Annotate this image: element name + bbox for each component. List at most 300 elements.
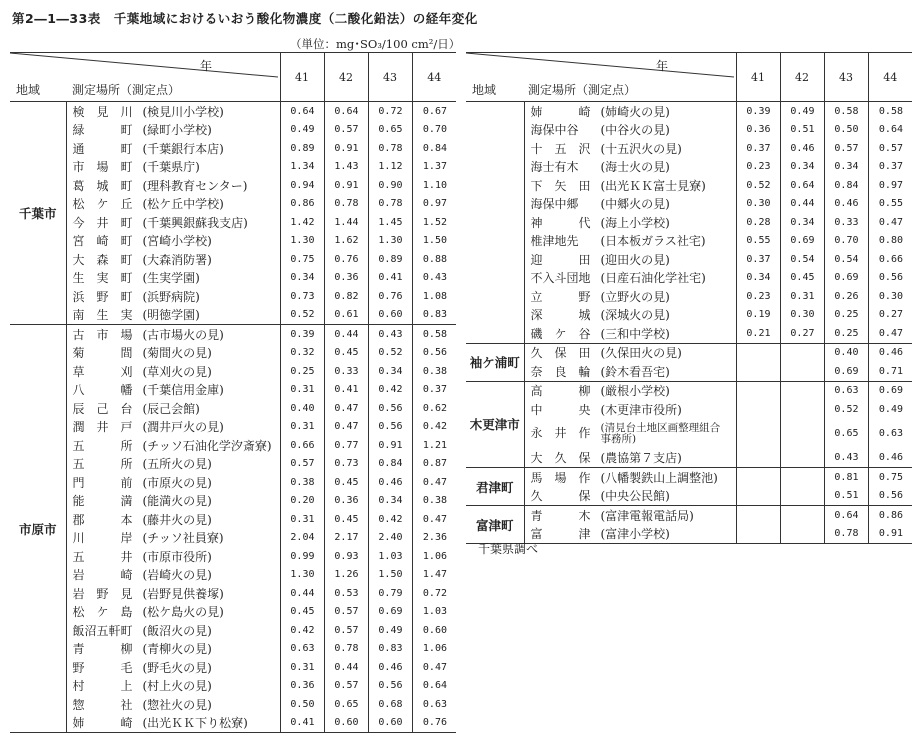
value-41: 0.21 (736, 324, 780, 343)
value-43: 0.46 (824, 195, 868, 214)
place-name: 辰 己 台 (72, 401, 133, 416)
value-44: 0.57 (868, 139, 912, 158)
place-cell (524, 139, 736, 158)
place-point: (大森消防署) (142, 252, 212, 267)
table-row (466, 195, 912, 214)
place-name: 菊 間 (72, 346, 133, 361)
place-name: 大 森 町 (72, 252, 133, 267)
value-42: 0.49 (780, 102, 824, 121)
table-row (10, 603, 456, 622)
place-name: 青 柳 (72, 642, 133, 657)
value-41: 0.52 (280, 306, 324, 325)
value-43: 0.81 (824, 468, 868, 487)
value-44: 1.10 (412, 176, 456, 195)
header-row (10, 53, 456, 102)
value-42: 0.33 (324, 362, 368, 381)
place-name: 姉 崎 (72, 716, 133, 731)
value-42: 0.45 (324, 473, 368, 492)
value-43: 0.50 (824, 121, 868, 140)
unit-label: （単位：mg･SO₃/100 cm²/日） (290, 37, 461, 51)
place-cell (66, 381, 280, 400)
place-cell (66, 547, 280, 566)
place-cell (524, 306, 736, 325)
place-point: (十五沢火の見) (600, 141, 682, 156)
place-name: 磯 ケ 谷 (530, 326, 591, 341)
value-44: 1.52 (412, 213, 456, 232)
value-42: 0.60 (324, 714, 368, 733)
place-cell (66, 195, 280, 214)
value-44: 0.56 (868, 269, 912, 288)
place-point: (八幡製鉄山上調整池) (600, 470, 718, 485)
value-43: 0.34 (368, 492, 412, 511)
value-42: 0.77 (324, 436, 368, 455)
value-41 (736, 506, 780, 525)
place-point: (富津電報電話局) (600, 508, 694, 523)
place-cell (524, 269, 736, 288)
place-name: 岩 野 見 (72, 586, 133, 601)
place-point: (木更津市役所) (600, 402, 682, 417)
table-row (10, 547, 456, 566)
table-row (466, 381, 912, 400)
place-name: 下 矢 田 (530, 178, 591, 193)
table-row (10, 492, 456, 511)
value-44: 0.97 (412, 195, 456, 214)
place-name: 五 所 (72, 457, 133, 472)
value-41: 0.44 (280, 584, 324, 603)
place-name: 郡 本 (72, 512, 133, 527)
header-year-41: 41 (736, 53, 780, 102)
value-44: 0.60 (412, 621, 456, 640)
place-cell (66, 102, 280, 121)
place-point: (惣社火の見) (142, 697, 212, 712)
table-row (466, 269, 912, 288)
place-name: 村 上 (72, 679, 133, 694)
value-41: 0.31 (280, 381, 324, 400)
value-43: 0.54 (824, 250, 868, 269)
place-name: 生 実 町 (72, 271, 133, 286)
value-43: 0.49 (368, 621, 412, 640)
value-43: 0.58 (824, 102, 868, 121)
table-row (10, 325, 456, 344)
place-name: 迎 田 (530, 252, 591, 267)
value-43: 0.72 (368, 102, 412, 121)
value-42: 0.76 (324, 250, 368, 269)
table-row (10, 362, 456, 381)
place-name: 松 ケ 島 (72, 605, 133, 620)
value-43: 0.25 (824, 324, 868, 343)
value-42: 1.26 (324, 566, 368, 585)
value-42: 0.36 (324, 269, 368, 288)
table-row (10, 455, 456, 474)
place-cell (66, 250, 280, 269)
header-diagonal-cell (466, 53, 736, 102)
place-cell (524, 324, 736, 343)
place-point: (三和中学校) (600, 326, 670, 341)
place-cell (66, 287, 280, 306)
value-42 (780, 487, 824, 506)
table-row (466, 176, 912, 195)
value-41 (736, 468, 780, 487)
value-44: 1.08 (412, 287, 456, 306)
region-cell: 木更津市 (466, 381, 524, 468)
place-point: (飯沼火の見) (142, 623, 212, 638)
value-42 (780, 506, 824, 525)
place-name: 青 木 (530, 508, 591, 523)
table-row (466, 400, 912, 419)
place-name: 椎津地先 (530, 234, 579, 249)
value-41: 0.37 (736, 139, 780, 158)
place-name: 姉 崎 (530, 104, 591, 119)
header-year-41: 41 (280, 53, 324, 102)
value-44: 0.71 (868, 362, 912, 381)
place-point: (千葉信用金庫) (142, 383, 224, 398)
table-row (10, 418, 456, 437)
value-42: 0.64 (324, 102, 368, 121)
value-42: 0.65 (324, 695, 368, 714)
value-43: 0.65 (824, 419, 868, 449)
value-42: 0.54 (780, 250, 824, 269)
table-row (10, 640, 456, 659)
value-41: 0.23 (736, 158, 780, 177)
place-cell (66, 399, 280, 418)
value-44: 0.58 (868, 102, 912, 121)
place-name: 奈 良 輪 (530, 364, 591, 379)
value-41: 0.30 (736, 195, 780, 214)
value-42: 0.57 (324, 121, 368, 140)
value-41: 0.73 (280, 287, 324, 306)
value-41: 0.55 (736, 232, 780, 251)
value-42: 0.51 (780, 121, 824, 140)
place-name: 不入斗団地 (530, 271, 591, 286)
place-point: (緑町小学校) (142, 123, 212, 138)
value-42: 0.36 (324, 492, 368, 511)
value-42: 0.64 (780, 176, 824, 195)
table-row (466, 121, 912, 140)
value-44: 0.91 (868, 525, 912, 544)
value-44: 0.64 (412, 677, 456, 696)
place-name: 永 井 作 (530, 426, 591, 440)
right-table (466, 52, 912, 544)
place-cell (524, 250, 736, 269)
value-43: 0.89 (368, 250, 412, 269)
table-row (10, 621, 456, 640)
value-43: 0.70 (824, 232, 868, 251)
value-44: 0.47 (412, 510, 456, 529)
region-cell: 袖ケ浦町 (466, 343, 524, 381)
value-42: 0.47 (324, 399, 368, 418)
header-year-42: 42 (324, 53, 368, 102)
value-44: 0.37 (412, 381, 456, 400)
place-name: 海士有木 (530, 160, 579, 175)
table-row (10, 714, 456, 733)
value-41: 0.64 (280, 102, 324, 121)
value-41 (736, 400, 780, 419)
place-point: (古市場火の見) (142, 327, 224, 342)
value-43: 0.43 (368, 325, 412, 344)
place-cell (66, 658, 280, 677)
value-41: 0.50 (280, 695, 324, 714)
value-43: 0.78 (368, 195, 412, 214)
value-42: 0.34 (780, 213, 824, 232)
value-42: 1.43 (324, 158, 368, 177)
value-42: 1.44 (324, 213, 368, 232)
value-42: 0.31 (780, 287, 824, 306)
place-cell (66, 492, 280, 511)
place-cell (66, 473, 280, 492)
place-cell (524, 213, 736, 232)
table-row (10, 121, 456, 140)
value-42 (780, 400, 824, 419)
value-42: 2.17 (324, 529, 368, 548)
value-43: 0.40 (824, 343, 868, 362)
value-44: 0.47 (412, 473, 456, 492)
value-43: 1.45 (368, 213, 412, 232)
place-name: 五 所 (72, 438, 133, 453)
place-cell (66, 640, 280, 659)
value-43: 0.69 (824, 362, 868, 381)
value-41: 0.38 (280, 473, 324, 492)
value-41: 0.34 (280, 269, 324, 288)
place-cell (524, 525, 736, 544)
table-row (466, 487, 912, 506)
value-44: 0.88 (412, 250, 456, 269)
place-cell (524, 195, 736, 214)
table-row (10, 232, 456, 251)
value-44: 1.06 (412, 547, 456, 566)
table-row (10, 529, 456, 548)
region-cell: 千葉市 (10, 102, 66, 325)
table-row (10, 381, 456, 400)
value-41: 0.31 (280, 418, 324, 437)
value-41 (736, 525, 780, 544)
place-point: (岩野見供養塚) (142, 586, 224, 601)
place-point: (千葉興銀蘇我支店) (142, 215, 248, 230)
value-44: 0.63 (868, 419, 912, 449)
value-41: 0.39 (736, 102, 780, 121)
place-cell (524, 468, 736, 487)
value-43: 0.43 (824, 449, 868, 468)
value-44: 0.49 (868, 400, 912, 419)
place-cell (66, 213, 280, 232)
value-42 (780, 381, 824, 400)
table-row (10, 213, 456, 232)
place-point: (明徳学園) (142, 308, 200, 323)
value-44: 1.06 (412, 640, 456, 659)
table-row (10, 566, 456, 585)
value-44: 0.72 (412, 584, 456, 603)
value-41: 0.28 (736, 213, 780, 232)
value-43: 0.26 (824, 287, 868, 306)
value-43: 0.51 (824, 487, 868, 506)
table-row (10, 250, 456, 269)
place-name: 久 保 (530, 489, 591, 504)
place-name: 緑 町 (72, 123, 133, 138)
place-cell (66, 510, 280, 529)
value-42: 0.45 (324, 344, 368, 363)
value-42: 0.45 (324, 510, 368, 529)
value-41 (736, 449, 780, 468)
value-42 (780, 449, 824, 468)
value-43: 0.79 (368, 584, 412, 603)
value-43: 0.78 (824, 525, 868, 544)
place-name: 大 久 保 (530, 451, 591, 466)
place-name: 浜 野 町 (72, 289, 133, 304)
place-point: (検見川小学校) (142, 104, 224, 119)
table-row (466, 250, 912, 269)
value-41: 0.31 (280, 510, 324, 529)
value-42 (780, 362, 824, 381)
place-point: (青柳火の見) (142, 642, 212, 657)
value-41: 0.20 (280, 492, 324, 511)
value-44: 0.47 (868, 213, 912, 232)
place-point: (宮崎小学校) (142, 234, 212, 249)
value-41: 0.57 (280, 455, 324, 474)
value-43: 0.33 (824, 213, 868, 232)
place-point: (チッソ石油化学汐斎寮) (142, 438, 272, 453)
place-name: 葛 城 町 (72, 178, 133, 193)
place-point: (清見台土地区画整理組合事務所) (600, 421, 721, 445)
table-row (10, 677, 456, 696)
value-43: 0.69 (368, 603, 412, 622)
place-name: 門 前 (72, 475, 133, 490)
place-point: (浜野病院) (142, 289, 200, 304)
place-name: 惣 社 (72, 697, 133, 712)
value-42: 0.57 (324, 677, 368, 696)
place-point: (岩崎火の見) (142, 568, 212, 583)
region-cell: 市原市 (10, 325, 66, 733)
table-row (10, 102, 456, 121)
place-point: (出光ＫＫ富士見寮) (600, 178, 706, 193)
value-43: 0.60 (368, 306, 412, 325)
place-point: (中郷火の見) (600, 197, 670, 212)
value-44: 0.69 (868, 381, 912, 400)
place-cell (524, 287, 736, 306)
place-name: 草 刈 (72, 364, 133, 379)
place-point: (中谷火の見) (600, 123, 670, 138)
place-name: 深 城 (530, 308, 591, 323)
value-44: 0.84 (412, 139, 456, 158)
value-43: 0.41 (368, 269, 412, 288)
value-43: 0.84 (824, 176, 868, 195)
value-44: 1.47 (412, 566, 456, 585)
place-point: (出光ＫＫ下り松寮) (142, 716, 248, 731)
value-41: 0.63 (280, 640, 324, 659)
value-44: 0.75 (868, 468, 912, 487)
table-row (10, 436, 456, 455)
value-42: 0.82 (324, 287, 368, 306)
header-diagonal-cell (10, 53, 280, 102)
value-41: 0.94 (280, 176, 324, 195)
place-cell (524, 419, 736, 449)
place-cell (524, 487, 736, 506)
table-row (466, 213, 912, 232)
value-41: 0.40 (280, 399, 324, 418)
place-name: 今 井 町 (72, 215, 133, 230)
value-41: 0.42 (280, 621, 324, 640)
place-point: (海上小学校) (600, 215, 670, 230)
place-name: 潤 井 戸 (72, 420, 133, 435)
place-cell (524, 176, 736, 195)
table-row (10, 695, 456, 714)
place-name: 川 岸 (72, 531, 133, 546)
table-row (10, 658, 456, 677)
value-44: 0.56 (412, 344, 456, 363)
value-44: 1.21 (412, 436, 456, 455)
place-point: (辰己会館) (142, 401, 200, 416)
header-year-42: 42 (780, 53, 824, 102)
value-43: 0.56 (368, 418, 412, 437)
value-41: 0.36 (736, 121, 780, 140)
value-44: 0.97 (868, 176, 912, 195)
place-point: (迎田火の見) (600, 252, 670, 267)
header-row (466, 53, 912, 102)
place-name: 中 央 (530, 402, 591, 417)
value-41: 0.34 (736, 269, 780, 288)
value-41: 0.23 (736, 287, 780, 306)
value-43: 0.42 (368, 381, 412, 400)
place-name: 富 津 (530, 527, 591, 542)
value-42: 0.78 (324, 195, 368, 214)
table-row (10, 139, 456, 158)
place-point: (藤井火の見) (142, 512, 212, 527)
value-44: 0.80 (868, 232, 912, 251)
place-name: 八 幡 (72, 383, 133, 398)
place-point: (姉崎火の見) (600, 104, 670, 119)
left-table (10, 52, 456, 733)
place-cell (66, 621, 280, 640)
table-row (10, 195, 456, 214)
value-43: 0.91 (368, 436, 412, 455)
place-point: (能満火の見) (142, 494, 212, 509)
value-44: 0.56 (868, 487, 912, 506)
place-name: 市 場 町 (72, 160, 133, 175)
place-point: (野毛火の見) (142, 660, 212, 675)
table-row (10, 584, 456, 603)
value-43: 0.34 (368, 362, 412, 381)
header-place-label: 測定場所（測定点） (72, 83, 181, 97)
value-44: 0.87 (412, 455, 456, 474)
value-44: 0.63 (412, 695, 456, 714)
value-44: 0.47 (868, 324, 912, 343)
value-44: 0.70 (412, 121, 456, 140)
value-41: 0.25 (280, 362, 324, 381)
source-note: 千葉県調べ (478, 542, 539, 556)
table-row (466, 158, 912, 177)
value-41 (736, 343, 780, 362)
place-point: (五所火の見) (142, 457, 212, 472)
table-row (466, 362, 912, 381)
value-44: 0.86 (868, 506, 912, 525)
table-row (10, 473, 456, 492)
table-row (466, 343, 912, 362)
value-43: 0.63 (824, 381, 868, 400)
value-42: 0.34 (780, 158, 824, 177)
value-44: 2.36 (412, 529, 456, 548)
value-43: 0.25 (824, 306, 868, 325)
value-41: 0.39 (280, 325, 324, 344)
place-cell (524, 102, 736, 121)
value-42: 0.73 (324, 455, 368, 474)
place-point: (村上火の見) (142, 679, 212, 694)
place-cell (524, 362, 736, 381)
value-44: 0.46 (868, 449, 912, 468)
value-42: 0.57 (324, 603, 368, 622)
place-name: 海保中谷 (530, 123, 579, 138)
value-43: 0.65 (368, 121, 412, 140)
value-42: 0.45 (780, 269, 824, 288)
value-42 (780, 468, 824, 487)
table-row (466, 306, 912, 325)
